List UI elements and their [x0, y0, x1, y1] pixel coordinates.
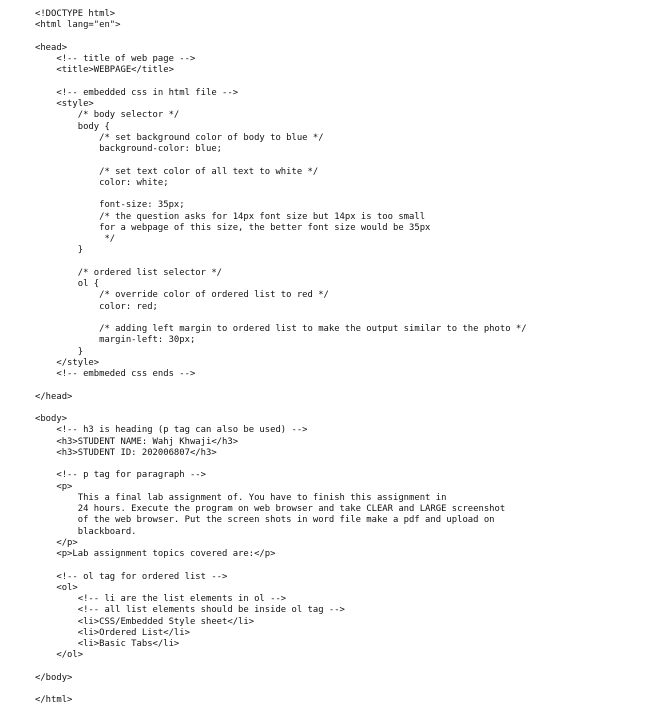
code-line: This a final lab assignment of. You have to finish this assignment in — [35, 492, 447, 503]
code-line: <li>Basic Tabs</li> — [35, 639, 180, 649]
code-line — [35, 684, 527, 695]
code-line: <!-- h3 is heading (p tag can also be used) --> — [35, 425, 308, 436]
code-line: } — [35, 245, 84, 256]
code-line — [35, 77, 527, 88]
code-line: <title>WEBPAGE</title> — [35, 65, 174, 76]
code-line — [35, 662, 527, 673]
code-line: </head> — [35, 391, 73, 402]
code-line: */ — [35, 234, 116, 244]
code-line: blackboard. — [35, 526, 137, 537]
code-line: <h3>STUDENT ID: 202006807</h3> — [35, 447, 217, 458]
code-line: </p> — [35, 537, 78, 548]
code-line: 24 hours. Execute the program on web browser and take CLEAR and LARGE screenshot — [35, 504, 506, 514]
code-line: <body> — [35, 414, 68, 424]
code-line: /* ordered list selector */ — [35, 267, 223, 278]
code-line — [35, 380, 527, 391]
code-line — [35, 155, 527, 166]
code-line: <!DOCTYPE html> — [35, 9, 116, 19]
code-line: <p> — [35, 481, 73, 492]
code-line: for a webpage of this size, the better font size would be 35px — [35, 222, 431, 233]
code-line — [35, 313, 527, 324]
code-line: <h3>STUDENT NAME: Wahj Khwaji</h3> — [35, 436, 239, 447]
code-line: <!-- embmeded css ends --> — [35, 369, 196, 379]
code-line: font-size: 35px; — [35, 200, 185, 211]
code-line: /* adding left margin to ordered list to make the output similar to the photo */ — [35, 324, 527, 334]
code-line: <!-- all list elements should be inside ol tag --> — [35, 605, 345, 616]
code-line: <style> — [35, 99, 94, 109]
code-line: <!-- title of web page --> — [35, 54, 196, 64]
code-line: margin-left: 30px; — [35, 335, 196, 346]
code-line: </style> — [35, 357, 100, 368]
code-line: color: red; — [35, 301, 158, 312]
code-line: /* set background color of body to blue */ — [35, 132, 324, 143]
code-line — [35, 32, 527, 43]
code-line: background-color: blue; — [35, 144, 223, 154]
code-line: of the web browser. Put the screen shots in word file make a pdf and upload on — [35, 515, 495, 526]
code-line: <html lang="en"> — [35, 20, 121, 31]
code-line: /* the question asks for 14px font size but 14px is too small — [35, 211, 426, 222]
code-line: <head> — [35, 42, 68, 53]
code-line — [35, 459, 527, 470]
code-line: color: white; — [35, 177, 169, 188]
code-line — [35, 257, 527, 268]
code-line: } — [35, 346, 84, 357]
code-line — [35, 403, 527, 414]
source-code-listing — [35, 9, 527, 707]
code-line: /* body selector */ — [35, 110, 180, 121]
code-line: <li>CSS/Embedded Style sheet</li> — [35, 616, 255, 627]
code-line: </body> — [35, 672, 73, 683]
code-line: <!-- li are the list elements in ol --> — [35, 594, 287, 604]
code-line: /* set text color of all text to white */ — [35, 166, 319, 177]
code-line — [35, 560, 527, 571]
code-line: ol { — [35, 279, 100, 289]
code-line: <!-- embedded css in html file --> — [35, 87, 239, 98]
code-line: </html> — [35, 695, 73, 706]
code-line: /* override color of ordered list to red */ — [35, 290, 329, 301]
code-line — [35, 189, 527, 200]
code-line: <ol> — [35, 582, 78, 593]
code-line: <!-- ol tag for ordered list --> — [35, 571, 228, 582]
code-line: body { — [35, 121, 110, 132]
code-line: <li>Ordered List</li> — [35, 627, 190, 638]
code-line: <p>Lab assignment topics covered are:</p> — [35, 549, 276, 559]
code-line: <!-- p tag for paragraph --> — [35, 470, 206, 481]
code-line: </ol> — [35, 650, 84, 661]
